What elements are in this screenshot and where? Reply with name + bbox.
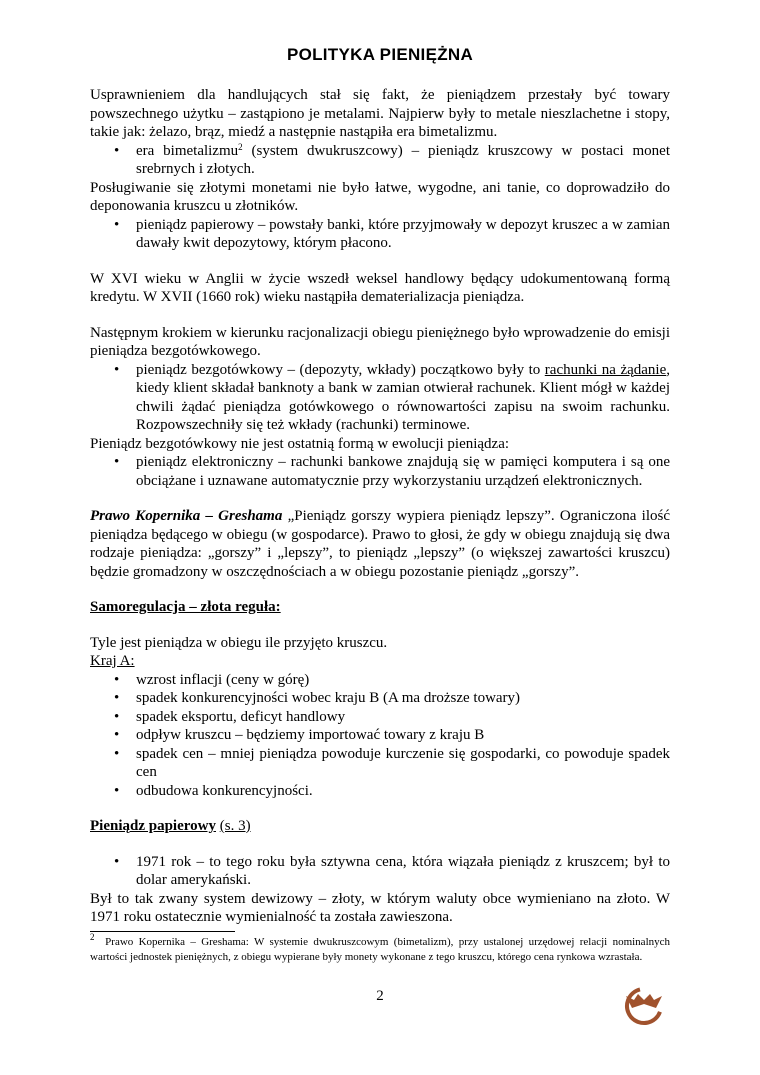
paragraph-weksel: W XVI wieku w Anglii w życie wszedł weksel handlowy będący udokumentowaną formą kredytu. W XVII (1660 rok) wieku nastąpiła dematerializacja pieniądza. bbox=[90, 270, 670, 305]
section-reference: (s. 3) bbox=[219, 818, 251, 834]
paragraph-bezgotowkowy-intro: Następnym krokiem w kierunku racjonalizacji obiegu pieniężnego było wprowadzenie do emisji pieniądza bezgotówkowego. bbox=[90, 324, 670, 359]
heading-kraj-a: Kraj A: bbox=[90, 653, 135, 669]
list-item: • 1971 rok – to tego roku była sztywna cena, która wiązała pieniądz z kruszcem; był to dolar amerykański. bbox=[114, 853, 670, 888]
list-item: • spadek cen – mniej pieniądza powoduje kurczenie się gospodarki, co powoduje spadek cen bbox=[114, 745, 670, 780]
paragraph-zlote-monety: Posługiwanie się złotymi monetami nie było łatwe, wygodne, ani tanie, co doprowadziło do deponowania kruszcu u złotników. bbox=[90, 179, 670, 214]
bullet-icon: • bbox=[114, 690, 120, 706]
bullet-icon: • bbox=[114, 454, 120, 470]
bullet-icon: • bbox=[114, 745, 120, 762]
bullet-icon: • bbox=[114, 853, 120, 870]
bullet-icon: • bbox=[114, 361, 120, 378]
heading-samoregulacja: Samoregulacja – złota reguła: bbox=[90, 599, 281, 615]
list-item: • era bimetalizmu$^2$ (system dwukruszcowy) – pieniądz kruszcowy w postaci monet srebrnych i złotych. bbox=[114, 141, 670, 177]
bullet-icon: • bbox=[114, 782, 120, 799]
list-item: • pieniądz elektroniczny – rachunki bankowe znajdują się w pamięci komputera i są one obciążane i uznawane automatycznie przy wykorzystaniu urządzeń elektronicznych. bbox=[114, 454, 670, 489]
list-item: • wzrost inflacji (ceny w górę) bbox=[114, 671, 310, 688]
kopernik-gresham-term: Prawo Kopernika – Greshama bbox=[90, 508, 283, 524]
bat-logo-icon bbox=[620, 982, 668, 1026]
bullet-icon: • bbox=[114, 142, 120, 159]
footnote: $^2$ Prawo Kopernika – Greshama: W systemie dwukruszcowym (bimetalizm), przy ustalonej urzędowej relacji nominalnych wartości jednostek pieniężnych, z obiegu wypierane były monety wykonane z tego kruszcu, którego cena rynkowa wzrastała. bbox=[90, 931, 671, 963]
rachunki-link[interactable]: rachunki na żądanie bbox=[544, 361, 667, 378]
page-number: 2 bbox=[376, 988, 384, 1004]
paragraph-ewolucja: Pieniądz bezgotówkowy nie jest ostatnią formą w ewolucji pieniądza: bbox=[90, 435, 510, 452]
paragraph-tyle: Tyle jest pieniądza w obiegu ile przyjęto kruszcu. bbox=[90, 634, 388, 651]
list-item: • spadek eksportu, deficyt handlowy bbox=[114, 708, 346, 725]
list-item: • odpływ kruszcu – będziemy importować towary z kraju B bbox=[114, 727, 485, 743]
list-item: • odbudowa konkurencyjności. bbox=[114, 782, 313, 799]
bullet-list-papierowy bbox=[90, 216, 670, 253]
paragraph-system-dewizowy: Był to tak zwany system dewizowy – złoty, w którym waluty obce wymieniano na złoto. W 1971 roku ostatecznie wymienialność ta została zawieszona. bbox=[90, 890, 670, 925]
list-item: • pieniądz papierowy – powstały banki, które przyjmowały w depozyt kruszec a w zamian dawały kwit depozytowy, którym płacono. bbox=[114, 216, 670, 251]
paragraph-intro: Usprawnieniem dla handlujących stał się fakt, że pieniądzem przestały być towary powszechnego użytku – zastąpiono je metalami. Najpierw były to metale nieszlachetne i stopy, takie jak: żelazo, brąz, miedź a następnie nastąpiła era bimetalizmu. bbox=[90, 87, 670, 140]
bullet-icon: • bbox=[114, 671, 120, 688]
list-item: • pieniądz bezgotówkowy – (depozyty, wkłady) początkowo były to rachunki na żądanie, kiedy klient składał banknoty a bank w zamian otwierał rachunek. Klient mógł w każdej chwili żądać pieniądza gotówkowego o równowartości zapisu na swoim rachunku. Rozpowszechniły się też wkłady (rachunki) terminowe. bbox=[114, 361, 671, 433]
footnote-number: 2 bbox=[90, 931, 95, 942]
page-title: POLITYKA PIENIĘŻNA bbox=[286, 45, 474, 64]
list-item: • spadek konkurencyjności wobec kraju B (A ma droższe towary) bbox=[114, 690, 521, 706]
paragraph-kopernik-gresham: Prawo Kopernika – Greshama „Pieniądz gorszy wypiera pieniądz lepszy”. Ograniczona ilość pieniądza będącego w obiegu (w gospodarce). Prawo to głosi, że gdy w obiegu znajdują się dwa rodzaje pieniądza: „gorszy” i „lepszy”, to pieniądz „lepszy” (o większej zawartości kruszcu) będzie gromadzony w oszczędnościach a w obiegu pozostanie pieniądz „gorszy”. bbox=[90, 508, 670, 580]
bullet-list-elektroniczny bbox=[90, 453, 670, 490]
bullet-icon: • bbox=[114, 708, 120, 725]
footnote-separator bbox=[90, 931, 235, 932]
bullet-list-bimetalizm bbox=[90, 142, 670, 179]
footnote-ref[interactable]: 2 bbox=[238, 141, 243, 152]
bullet-icon: • bbox=[114, 216, 120, 233]
heading-pieniadz-papierowy: Pieniądz papierowy (s. 3) bbox=[90, 818, 251, 834]
bullet-list-kraj-a bbox=[90, 671, 670, 801]
bullet-list-1971 bbox=[90, 853, 670, 890]
bullet-list-bezgotowkowy bbox=[90, 361, 670, 435]
bullet-icon: • bbox=[114, 727, 120, 743]
document-page bbox=[90, 45, 670, 965]
